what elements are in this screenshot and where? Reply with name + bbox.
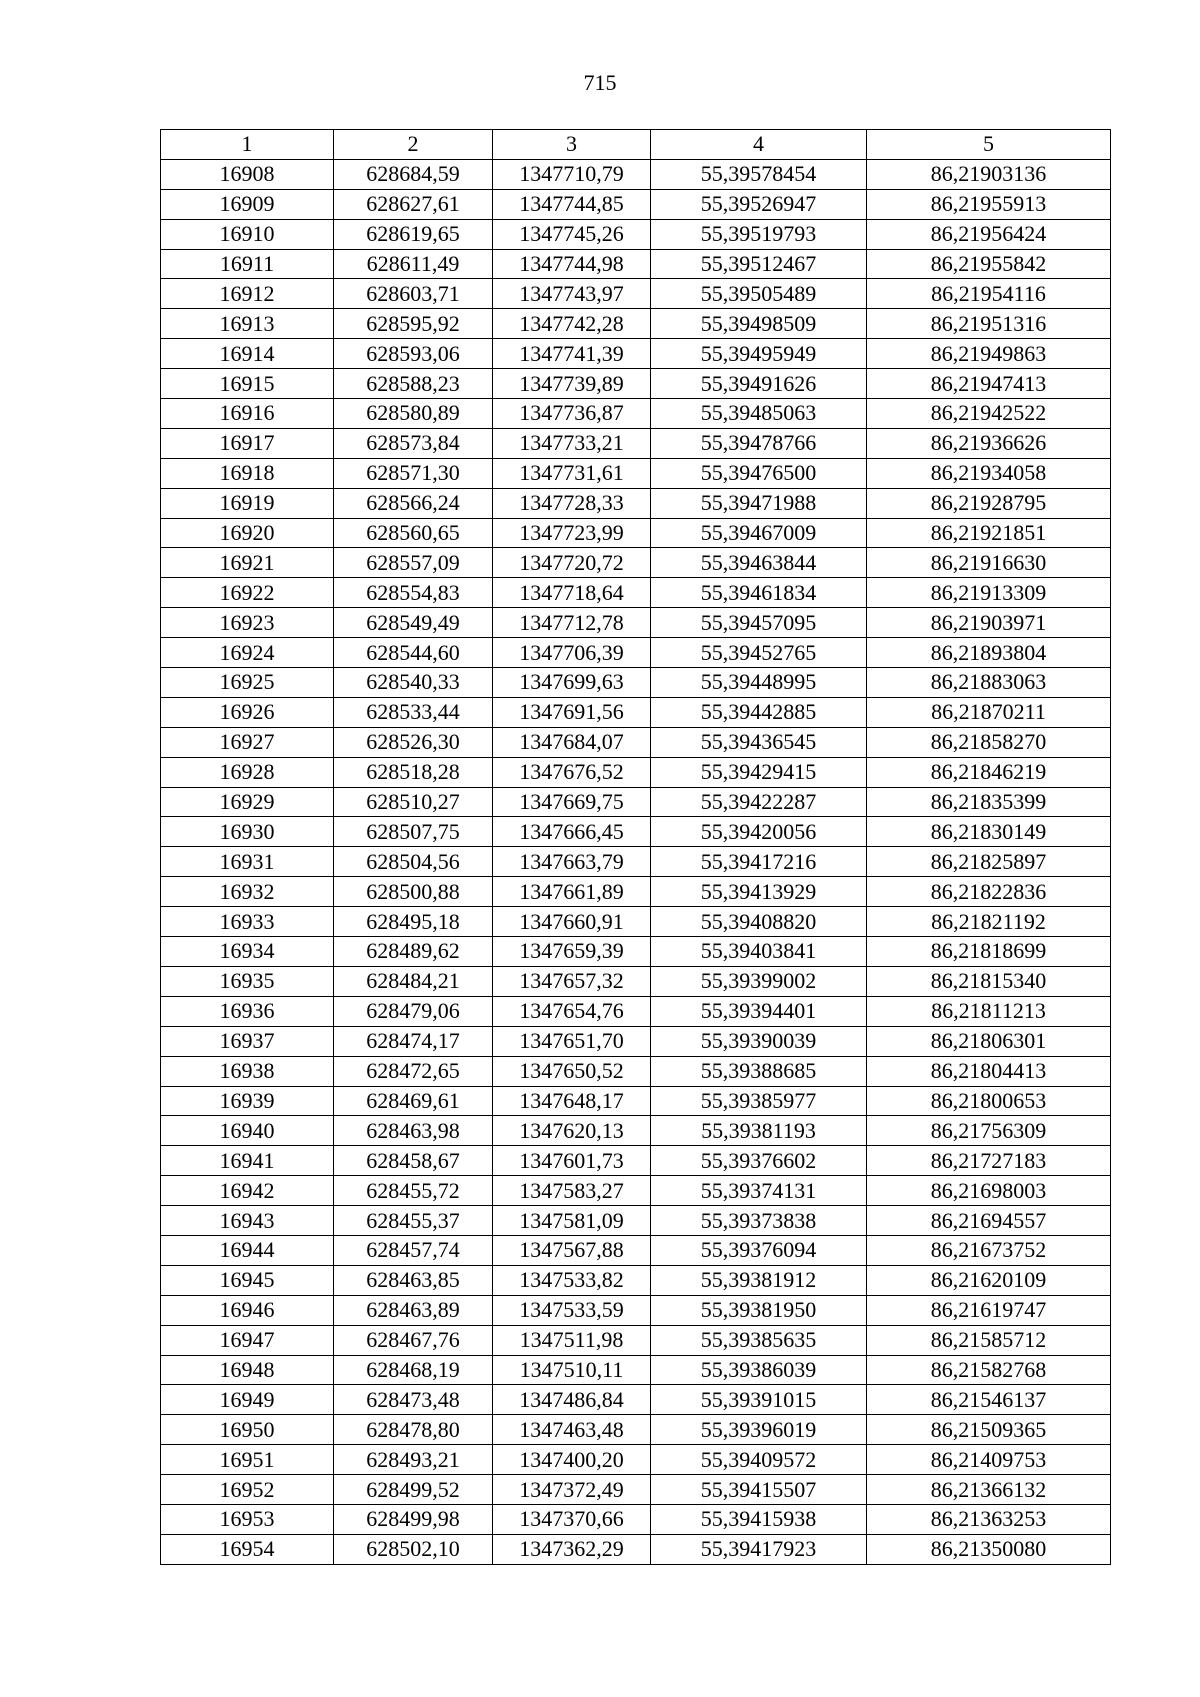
table-cell-col-5: 86,21822836 xyxy=(867,877,1111,907)
table-cell-col-5: 86,21694557 xyxy=(867,1206,1111,1236)
table-cell-col-4: 55,39376094 xyxy=(651,1235,867,1265)
table-cell-col-5: 86,21934058 xyxy=(867,458,1111,488)
table-cell-col-2: 628472,65 xyxy=(334,1056,493,1086)
table-cell-col-3: 1347620,13 xyxy=(493,1116,651,1146)
table-row xyxy=(161,937,1111,967)
table-row xyxy=(161,1295,1111,1325)
table-row xyxy=(161,996,1111,1026)
table-cell-col-5: 86,21936626 xyxy=(867,428,1111,458)
table-cell-col-5: 86,21830149 xyxy=(867,817,1111,847)
table-cell-col-2: 628526,30 xyxy=(334,727,493,757)
table-cell-col-1: 16918 xyxy=(161,458,334,488)
table-cell-col-1: 16914 xyxy=(161,339,334,369)
table-cell-col-4: 55,39417923 xyxy=(651,1534,867,1564)
table-cell-col-2: 628544,60 xyxy=(334,638,493,668)
table-row xyxy=(161,219,1111,249)
table-cell-col-1: 16936 xyxy=(161,996,334,1026)
table-cell-col-4: 55,39385635 xyxy=(651,1325,867,1355)
table-cell-col-4: 55,39526947 xyxy=(651,189,867,219)
table-cell-col-3: 1347733,21 xyxy=(493,428,651,458)
table-cell-col-3: 1347684,07 xyxy=(493,727,651,757)
table-cell-col-3: 1347706,39 xyxy=(493,638,651,668)
table-row xyxy=(161,488,1111,518)
table-cell-col-1: 16934 xyxy=(161,937,334,967)
table-cell-col-5: 86,21811213 xyxy=(867,996,1111,1026)
table-header xyxy=(161,130,1111,160)
table-cell-col-2: 628603,71 xyxy=(334,279,493,309)
table-cell-col-2: 628469,61 xyxy=(334,1086,493,1116)
table-cell-col-5: 86,21942522 xyxy=(867,399,1111,429)
table-row xyxy=(161,638,1111,668)
table-cell-col-5: 86,21756309 xyxy=(867,1116,1111,1146)
table-cell-col-2: 628580,89 xyxy=(334,399,493,429)
table-cell-col-2: 628502,10 xyxy=(334,1534,493,1564)
table-cell-col-4: 55,39452765 xyxy=(651,638,867,668)
table-cell-col-5: 86,21727183 xyxy=(867,1146,1111,1176)
table-cell-col-4: 55,39399002 xyxy=(651,966,867,996)
table-cell-col-5: 86,21949863 xyxy=(867,339,1111,369)
table-cell-col-5: 86,21870211 xyxy=(867,697,1111,727)
table-cell-col-1: 16951 xyxy=(161,1445,334,1475)
table-cell-col-2: 628457,74 xyxy=(334,1235,493,1265)
table-row xyxy=(161,847,1111,877)
table-cell-col-2: 628479,06 xyxy=(334,996,493,1026)
table-cell-col-1: 16930 xyxy=(161,817,334,847)
table-cell-col-1: 16932 xyxy=(161,877,334,907)
table-cell-col-5: 86,21916630 xyxy=(867,548,1111,578)
table-cell-col-1: 16910 xyxy=(161,219,334,249)
table-cell-col-1: 16908 xyxy=(161,159,334,189)
table-cell-col-2: 628463,98 xyxy=(334,1116,493,1146)
table-cell-col-3: 1347370,66 xyxy=(493,1504,651,1534)
table-cell-col-1: 16924 xyxy=(161,638,334,668)
table-cell-col-3: 1347463,48 xyxy=(493,1415,651,1445)
table-cell-col-4: 55,39461834 xyxy=(651,578,867,608)
table-cell-col-2: 628540,33 xyxy=(334,668,493,698)
table-cell-col-5: 86,21947413 xyxy=(867,369,1111,399)
table-cell-col-1: 16944 xyxy=(161,1235,334,1265)
table-row xyxy=(161,1086,1111,1116)
table-row xyxy=(161,518,1111,548)
table-cell-col-2: 628619,65 xyxy=(334,219,493,249)
table-cell-col-5: 86,21846219 xyxy=(867,757,1111,787)
table-cell-col-3: 1347699,63 xyxy=(493,668,651,698)
table-cell-col-1: 16931 xyxy=(161,847,334,877)
table-cell-col-5: 86,21620109 xyxy=(867,1265,1111,1295)
table-row xyxy=(161,757,1111,787)
table-cell-col-4: 55,39417216 xyxy=(651,847,867,877)
table-cell-col-4: 55,39391015 xyxy=(651,1385,867,1415)
table-cell-col-1: 16912 xyxy=(161,279,334,309)
table-cell-col-1: 16911 xyxy=(161,249,334,279)
table-cell-col-1: 16950 xyxy=(161,1415,334,1445)
table-body xyxy=(161,159,1111,1564)
table-cell-col-5: 86,21818699 xyxy=(867,937,1111,967)
table-cell-col-4: 55,39429415 xyxy=(651,757,867,787)
table-cell-col-5: 86,21883063 xyxy=(867,668,1111,698)
table-cell-col-5: 86,21921851 xyxy=(867,518,1111,548)
table-cell-col-5: 86,21546137 xyxy=(867,1385,1111,1415)
table-row xyxy=(161,1534,1111,1564)
table-cell-col-2: 628510,27 xyxy=(334,787,493,817)
table-cell-col-2: 628473,48 xyxy=(334,1385,493,1415)
table-cell-col-3: 1347742,28 xyxy=(493,309,651,339)
table-cell-col-3: 1347486,84 xyxy=(493,1385,651,1415)
table-cell-col-2: 628493,21 xyxy=(334,1445,493,1475)
table-cell-col-5: 86,21585712 xyxy=(867,1325,1111,1355)
table-row xyxy=(161,1325,1111,1355)
table-cell-col-2: 628684,59 xyxy=(334,159,493,189)
table-cell-col-1: 16922 xyxy=(161,578,334,608)
table-cell-col-4: 55,39390039 xyxy=(651,1026,867,1056)
table-row xyxy=(161,1206,1111,1236)
table-cell-col-1: 16926 xyxy=(161,697,334,727)
table-cell-col-3: 1347663,79 xyxy=(493,847,651,877)
table-row xyxy=(161,877,1111,907)
table-cell-col-2: 628500,88 xyxy=(334,877,493,907)
table-cell-col-3: 1347710,79 xyxy=(493,159,651,189)
table-row xyxy=(161,1146,1111,1176)
table-cell-col-5: 86,21913309 xyxy=(867,578,1111,608)
table-cell-col-3: 1347744,98 xyxy=(493,249,651,279)
table-cell-col-5: 86,21821192 xyxy=(867,907,1111,937)
table-row xyxy=(161,1415,1111,1445)
table-cell-col-2: 628467,76 xyxy=(334,1325,493,1355)
table-cell-col-5: 86,21350080 xyxy=(867,1534,1111,1564)
table-row xyxy=(161,1235,1111,1265)
table-cell-col-2: 628518,28 xyxy=(334,757,493,787)
table-cell-col-5: 86,21698003 xyxy=(867,1176,1111,1206)
table-cell-col-4: 55,39396019 xyxy=(651,1415,867,1445)
table-cell-col-1: 16929 xyxy=(161,787,334,817)
column-header-2: 2 xyxy=(334,130,493,160)
table-cell-col-1: 16909 xyxy=(161,189,334,219)
table-cell-col-4: 55,39403841 xyxy=(651,937,867,967)
table-cell-col-4: 55,39373838 xyxy=(651,1206,867,1236)
table-cell-col-5: 86,21951316 xyxy=(867,309,1111,339)
table-row xyxy=(161,1475,1111,1505)
table-row xyxy=(161,697,1111,727)
table-cell-col-2: 628560,65 xyxy=(334,518,493,548)
table-cell-col-2: 628504,56 xyxy=(334,847,493,877)
table-row xyxy=(161,1385,1111,1415)
table-cell-col-5: 86,21825897 xyxy=(867,847,1111,877)
table-cell-col-5: 86,21858270 xyxy=(867,727,1111,757)
table-cell-col-5: 86,21955913 xyxy=(867,189,1111,219)
table-cell-col-2: 628566,24 xyxy=(334,488,493,518)
table-cell-col-5: 86,21835399 xyxy=(867,787,1111,817)
table-row xyxy=(161,1026,1111,1056)
table-cell-col-4: 55,39381912 xyxy=(651,1265,867,1295)
table-row xyxy=(161,249,1111,279)
table-cell-col-5: 86,21800653 xyxy=(867,1086,1111,1116)
column-header-1: 1 xyxy=(161,130,334,160)
column-header-4: 4 xyxy=(651,130,867,160)
table-cell-col-4: 55,39498509 xyxy=(651,309,867,339)
table-cell-col-2: 628571,30 xyxy=(334,458,493,488)
table-row xyxy=(161,668,1111,698)
table-cell-col-2: 628611,49 xyxy=(334,249,493,279)
table-cell-col-3: 1347728,33 xyxy=(493,488,651,518)
table-row xyxy=(161,787,1111,817)
table-cell-col-4: 55,39436545 xyxy=(651,727,867,757)
table-cell-col-1: 16940 xyxy=(161,1116,334,1146)
table-cell-col-3: 1347660,91 xyxy=(493,907,651,937)
table-cell-col-4: 55,39413929 xyxy=(651,877,867,907)
table-cell-col-3: 1347712,78 xyxy=(493,608,651,638)
table-cell-col-4: 55,39385977 xyxy=(651,1086,867,1116)
table-cell-col-4: 55,39495949 xyxy=(651,339,867,369)
table-cell-col-2: 628595,92 xyxy=(334,309,493,339)
table-cell-col-5: 86,21815340 xyxy=(867,966,1111,996)
table-cell-col-4: 55,39442885 xyxy=(651,697,867,727)
header-row xyxy=(161,130,1111,160)
table-row xyxy=(161,1504,1111,1534)
table-cell-col-4: 55,39491626 xyxy=(651,369,867,399)
table-cell-col-3: 1347362,29 xyxy=(493,1534,651,1564)
table-cell-col-5: 86,21673752 xyxy=(867,1235,1111,1265)
table-cell-col-3: 1347511,98 xyxy=(493,1325,651,1355)
table-cell-col-3: 1347510,11 xyxy=(493,1355,651,1385)
table-cell-col-3: 1347581,09 xyxy=(493,1206,651,1236)
column-header-3: 3 xyxy=(493,130,651,160)
table-cell-col-5: 86,21806301 xyxy=(867,1026,1111,1056)
table-cell-col-3: 1347676,52 xyxy=(493,757,651,787)
table-cell-col-3: 1347583,27 xyxy=(493,1176,651,1206)
table-row xyxy=(161,1265,1111,1295)
table-cell-col-4: 55,39478766 xyxy=(651,428,867,458)
table-cell-col-5: 86,21804413 xyxy=(867,1056,1111,1086)
table-cell-col-5: 86,21409753 xyxy=(867,1445,1111,1475)
table-cell-col-1: 16923 xyxy=(161,608,334,638)
table-row xyxy=(161,548,1111,578)
table-cell-col-1: 16915 xyxy=(161,369,334,399)
table-cell-col-1: 16919 xyxy=(161,488,334,518)
table-cell-col-1: 16928 xyxy=(161,757,334,787)
table-cell-col-5: 86,21366132 xyxy=(867,1475,1111,1505)
table-cell-col-1: 16945 xyxy=(161,1265,334,1295)
table-cell-col-2: 628549,49 xyxy=(334,608,493,638)
table-cell-col-4: 55,39381193 xyxy=(651,1116,867,1146)
table-cell-col-2: 628499,98 xyxy=(334,1504,493,1534)
table-cell-col-1: 16920 xyxy=(161,518,334,548)
table-cell-col-4: 55,39519793 xyxy=(651,219,867,249)
table-cell-col-3: 1347659,39 xyxy=(493,937,651,967)
table-cell-col-3: 1347567,88 xyxy=(493,1235,651,1265)
table-cell-col-5: 86,21903971 xyxy=(867,608,1111,638)
table-cell-col-2: 628489,62 xyxy=(334,937,493,967)
table-cell-col-3: 1347666,45 xyxy=(493,817,651,847)
table-cell-col-3: 1347691,56 xyxy=(493,697,651,727)
table-row xyxy=(161,309,1111,339)
table-row xyxy=(161,1355,1111,1385)
table-cell-col-5: 86,21955842 xyxy=(867,249,1111,279)
table-cell-col-1: 16927 xyxy=(161,727,334,757)
table-row xyxy=(161,1116,1111,1146)
table-cell-col-4: 55,39374131 xyxy=(651,1176,867,1206)
table-cell-col-3: 1347731,61 xyxy=(493,458,651,488)
table-cell-col-1: 16948 xyxy=(161,1355,334,1385)
table-cell-col-4: 55,39457095 xyxy=(651,608,867,638)
table-cell-col-1: 16949 xyxy=(161,1385,334,1415)
table-cell-col-5: 86,21619747 xyxy=(867,1295,1111,1325)
table-row xyxy=(161,159,1111,189)
table-row xyxy=(161,966,1111,996)
table-cell-col-3: 1347650,52 xyxy=(493,1056,651,1086)
table-cell-col-3: 1347720,72 xyxy=(493,548,651,578)
table-row xyxy=(161,1445,1111,1475)
table-cell-col-2: 628484,21 xyxy=(334,966,493,996)
table-cell-col-3: 1347651,70 xyxy=(493,1026,651,1056)
table-cell-col-4: 55,39415507 xyxy=(651,1475,867,1505)
table-cell-col-2: 628588,23 xyxy=(334,369,493,399)
table-cell-col-4: 55,39388685 xyxy=(651,1056,867,1086)
table-cell-col-1: 16939 xyxy=(161,1086,334,1116)
table-cell-col-4: 55,39476500 xyxy=(651,458,867,488)
table-cell-col-5: 86,21509365 xyxy=(867,1415,1111,1445)
table-row xyxy=(161,458,1111,488)
table-cell-col-3: 1347669,75 xyxy=(493,787,651,817)
table-row xyxy=(161,727,1111,757)
table-row xyxy=(161,369,1111,399)
table-cell-col-1: 16942 xyxy=(161,1176,334,1206)
table-cell-col-3: 1347400,20 xyxy=(493,1445,651,1475)
table-cell-col-4: 55,39485063 xyxy=(651,399,867,429)
table-cell-col-4: 55,39422287 xyxy=(651,787,867,817)
table-cell-col-2: 628533,44 xyxy=(334,697,493,727)
table-cell-col-1: 16947 xyxy=(161,1325,334,1355)
table-cell-col-1: 16953 xyxy=(161,1504,334,1534)
table-cell-col-4: 55,39505489 xyxy=(651,279,867,309)
table-cell-col-2: 628557,09 xyxy=(334,548,493,578)
table-row xyxy=(161,189,1111,219)
table-row xyxy=(161,428,1111,458)
table-cell-col-3: 1347657,32 xyxy=(493,966,651,996)
coordinates-table xyxy=(160,129,1111,1565)
table-cell-col-2: 628554,83 xyxy=(334,578,493,608)
table-cell-col-4: 55,39578454 xyxy=(651,159,867,189)
table-cell-col-2: 628499,52 xyxy=(334,1475,493,1505)
table-cell-col-2: 628627,61 xyxy=(334,189,493,219)
table-cell-col-5: 86,21903136 xyxy=(867,159,1111,189)
table-cell-col-1: 16943 xyxy=(161,1206,334,1236)
table-row xyxy=(161,907,1111,937)
table-cell-col-3: 1347372,49 xyxy=(493,1475,651,1505)
table-cell-col-1: 16921 xyxy=(161,548,334,578)
table-cell-col-1: 16917 xyxy=(161,428,334,458)
table-cell-col-4: 55,39394401 xyxy=(651,996,867,1026)
table-cell-col-4: 55,39467009 xyxy=(651,518,867,548)
table-cell-col-4: 55,39409572 xyxy=(651,1445,867,1475)
table-cell-col-1: 16952 xyxy=(161,1475,334,1505)
table-cell-col-4: 55,39463844 xyxy=(651,548,867,578)
table-cell-col-3: 1347744,85 xyxy=(493,189,651,219)
table-cell-col-2: 628474,17 xyxy=(334,1026,493,1056)
table-cell-col-5: 86,21582768 xyxy=(867,1355,1111,1385)
table-cell-col-5: 86,21893804 xyxy=(867,638,1111,668)
table-cell-col-3: 1347743,97 xyxy=(493,279,651,309)
table-cell-col-4: 55,39420056 xyxy=(651,817,867,847)
table-cell-col-3: 1347533,82 xyxy=(493,1265,651,1295)
table-cell-col-3: 1347654,76 xyxy=(493,996,651,1026)
table-cell-col-4: 55,39512467 xyxy=(651,249,867,279)
table-cell-col-2: 628463,85 xyxy=(334,1265,493,1295)
table-cell-col-5: 86,21956424 xyxy=(867,219,1111,249)
table-cell-col-5: 86,21954116 xyxy=(867,279,1111,309)
table-cell-col-1: 16938 xyxy=(161,1056,334,1086)
table-cell-col-4: 55,39376602 xyxy=(651,1146,867,1176)
table-row xyxy=(161,279,1111,309)
table-cell-col-2: 628593,06 xyxy=(334,339,493,369)
column-header-5: 5 xyxy=(867,130,1111,160)
table-cell-col-3: 1347718,64 xyxy=(493,578,651,608)
table-cell-col-3: 1347723,99 xyxy=(493,518,651,548)
table-row xyxy=(161,339,1111,369)
table-cell-col-1: 16913 xyxy=(161,309,334,339)
table-cell-col-1: 16933 xyxy=(161,907,334,937)
table-row xyxy=(161,608,1111,638)
table-cell-col-1: 16935 xyxy=(161,966,334,996)
table-cell-col-2: 628458,67 xyxy=(334,1146,493,1176)
table-cell-col-2: 628455,37 xyxy=(334,1206,493,1236)
table-row xyxy=(161,1056,1111,1086)
table-cell-col-3: 1347739,89 xyxy=(493,369,651,399)
table-cell-col-2: 628478,80 xyxy=(334,1415,493,1445)
table-cell-col-3: 1347533,59 xyxy=(493,1295,651,1325)
table-cell-col-2: 628455,72 xyxy=(334,1176,493,1206)
table-cell-col-5: 86,21363253 xyxy=(867,1504,1111,1534)
table-cell-col-1: 16941 xyxy=(161,1146,334,1176)
table-cell-col-3: 1347736,87 xyxy=(493,399,651,429)
table-cell-col-1: 16925 xyxy=(161,668,334,698)
table-cell-col-2: 628463,89 xyxy=(334,1295,493,1325)
table-cell-col-4: 55,39415938 xyxy=(651,1504,867,1534)
table-row xyxy=(161,578,1111,608)
table-cell-col-4: 55,39471988 xyxy=(651,488,867,518)
table-cell-col-1: 16916 xyxy=(161,399,334,429)
table-cell-col-4: 55,39448995 xyxy=(651,668,867,698)
table-cell-col-2: 628468,19 xyxy=(334,1355,493,1385)
table-cell-col-5: 86,21928795 xyxy=(867,488,1111,518)
table-cell-col-3: 1347745,26 xyxy=(493,219,651,249)
table-cell-col-2: 628495,18 xyxy=(334,907,493,937)
table-cell-col-1: 16946 xyxy=(161,1295,334,1325)
table-cell-col-4: 55,39386039 xyxy=(651,1355,867,1385)
table-row xyxy=(161,1176,1111,1206)
table-cell-col-2: 628507,75 xyxy=(334,817,493,847)
table-cell-col-3: 1347601,73 xyxy=(493,1146,651,1176)
table-cell-col-3: 1347661,89 xyxy=(493,877,651,907)
table-cell-col-4: 55,39381950 xyxy=(651,1295,867,1325)
table-cell-col-1: 16937 xyxy=(161,1026,334,1056)
table-row xyxy=(161,817,1111,847)
page-number: 715 xyxy=(583,70,617,95)
table-cell-col-1: 16954 xyxy=(161,1534,334,1564)
table-cell-col-4: 55,39408820 xyxy=(651,907,867,937)
table-cell-col-2: 628573,84 xyxy=(334,428,493,458)
table-cell-col-3: 1347741,39 xyxy=(493,339,651,369)
table-cell-col-3: 1347648,17 xyxy=(493,1086,651,1116)
table-row xyxy=(161,399,1111,429)
